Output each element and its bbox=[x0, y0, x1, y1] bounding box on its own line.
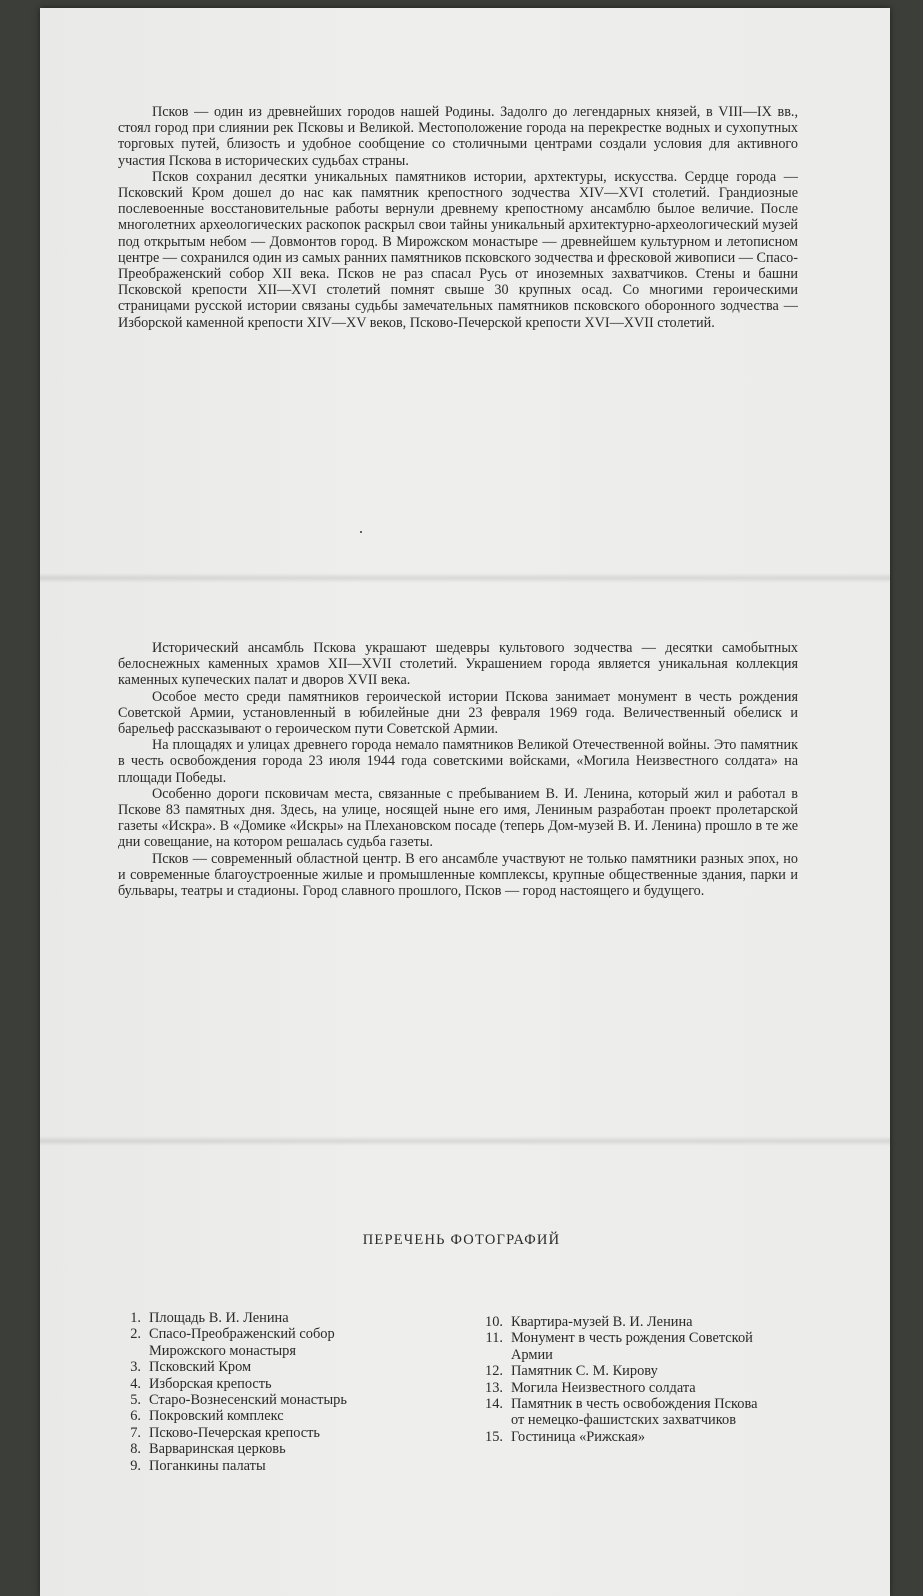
list-item: 2. Спасо-Преображенский собор Мирожского монастыря bbox=[130, 1326, 335, 1359]
photo-list-left bbox=[128, 1310, 428, 1474]
list-item: 1. Площадь В. И. Ленина bbox=[130, 1310, 289, 1326]
list-item: 13. Могила Неизвестного солдата bbox=[485, 1379, 696, 1396]
list-item: 3. Псковский Кром bbox=[130, 1359, 252, 1376]
list-item: 6. Покровский комплекс bbox=[130, 1408, 284, 1425]
list-item: 11. Монумент в честь рождения Советской Армии bbox=[485, 1330, 753, 1363]
middle-paragraph: Особое место среди памятников героической истории Пскова занимает монумент в честь рождения Советской Армии, установленный в юбилейные дни 23 февраля 1969 года. Величественный обелиск и барельеф рассказывают о героическом пути Советской Армии. bbox=[118, 688, 798, 738]
middle-paragraph: Псков — современный областной центр. В его ансамбле участвуют не только памятники разных эпох, но и современные благоустроенные жилые и промышленные комплексы, крупные общественные здания, парки и бульвары, театры и стадионы. Город славного прошлого, Псков — город настоящего и будущего. bbox=[118, 850, 798, 900]
list-item: 8. Варваринская церковь bbox=[130, 1441, 286, 1458]
middle-text bbox=[118, 640, 798, 899]
list-item: 12. Памятник С. М. Кирову bbox=[485, 1363, 658, 1380]
list-item: 5. Старо-Вознесенский монастырь bbox=[130, 1392, 347, 1409]
list-item: 9. Поганкины палаты bbox=[130, 1457, 266, 1474]
photo-list-title: ПЕРЕЧЕНЬ ФОТОГРАФИЙ bbox=[362, 1232, 561, 1248]
middle-paragraph: Исторический ансамбль Пскова украшают шедевры культового зодчества — десятки самобытных белоснежных каменных храмов XII—XVII столетий. Украшением города является уникальная коллекция каменных купеческих палат и дворов XVII века. bbox=[118, 640, 798, 689]
middle-paragraph: На площадях и улицах древнего города немало памятников Великой Отечественной войны. Это памятник в честь освобождения города 23 июля 1944 года советскими войсками, «Могила Неизвестного солдата» на площади Победы. bbox=[118, 737, 798, 786]
paper-speck bbox=[360, 531, 362, 533]
list-item: 14. Памятник в честь освобождения Пскова от немецко-фашистских захватчиков bbox=[485, 1396, 758, 1429]
fold-line-top bbox=[40, 573, 890, 583]
list-item: 7. Псково-Печерская крепость bbox=[130, 1424, 320, 1441]
middle-paragraph: Особенно дороги псковичам места, связанные с пребыванием В. И. Ленина, который жил и работал в Пскове 83 памятных дня. Здесь, на улице, носящей ныне его имя, Лениным разработан проект пролетарской газеты «Искра». В «Домике «Искры» на Плехановском посаде (теперь Дом-музей В. И. Ленина) прошло в те же дни совещание, на котором решалась судьба газеты. bbox=[118, 785, 798, 851]
intro-text bbox=[118, 104, 798, 331]
list-item: 4. Изборская крепость bbox=[130, 1375, 272, 1392]
photo-list-right bbox=[481, 1314, 811, 1445]
list-item: 10. Квартира-музей В. И. Ленина bbox=[485, 1314, 693, 1330]
intro-paragraph: Псков сохранил десятки уникальных памятников истории, архтектуры, искусства. Сердце города — Псковский Кром дошел до нас как памятник крепостного зодчества XIV—XVI столетий. Грандиозные послевоенные восстановительные работы вернули древнему крепостному ансамблю былое величие. После многолетних археологических раскопок раскрыл свои тайны уникальный архитектурно-археологический музей под открытым небом — Довмонтов город. В Мирожском монастыре — древнейшем культурном и летописном центре — сохранился один из самых ранних памятников псковского зодчества и фресковой живописи — Спасо-Преображенский собор XII века. Псков не раз спасал Русь от иноземных захватчиков. Стены и башни Псковской крепости XII—XVI столетий помнят свыше 30 крупных осад. Со многими героическими страницами русской истории связаны судьбы замечательных памятников псковского оборонного зодчества — Изборской каменной крепости XIV—XV веков, Псково-Печерской крепости XVI—XVII столетий. bbox=[118, 168, 798, 331]
fold-line-bottom bbox=[40, 1136, 890, 1146]
list-item: 15. Гостиница «Рижская» bbox=[485, 1428, 646, 1445]
intro-paragraph: Псков — один из древнейших городов нашей Родины. Задолго до легендарных князей, в VIII—IX вв., стоял город при слиянии рек Псковы и Великой. Местоположение города на перекрестке водных и сухопутных торговых путей, близость и удобное сообщение со столичными центрами создали условия для активного участия Пскова в исторических судьбах страны. bbox=[118, 104, 798, 169]
